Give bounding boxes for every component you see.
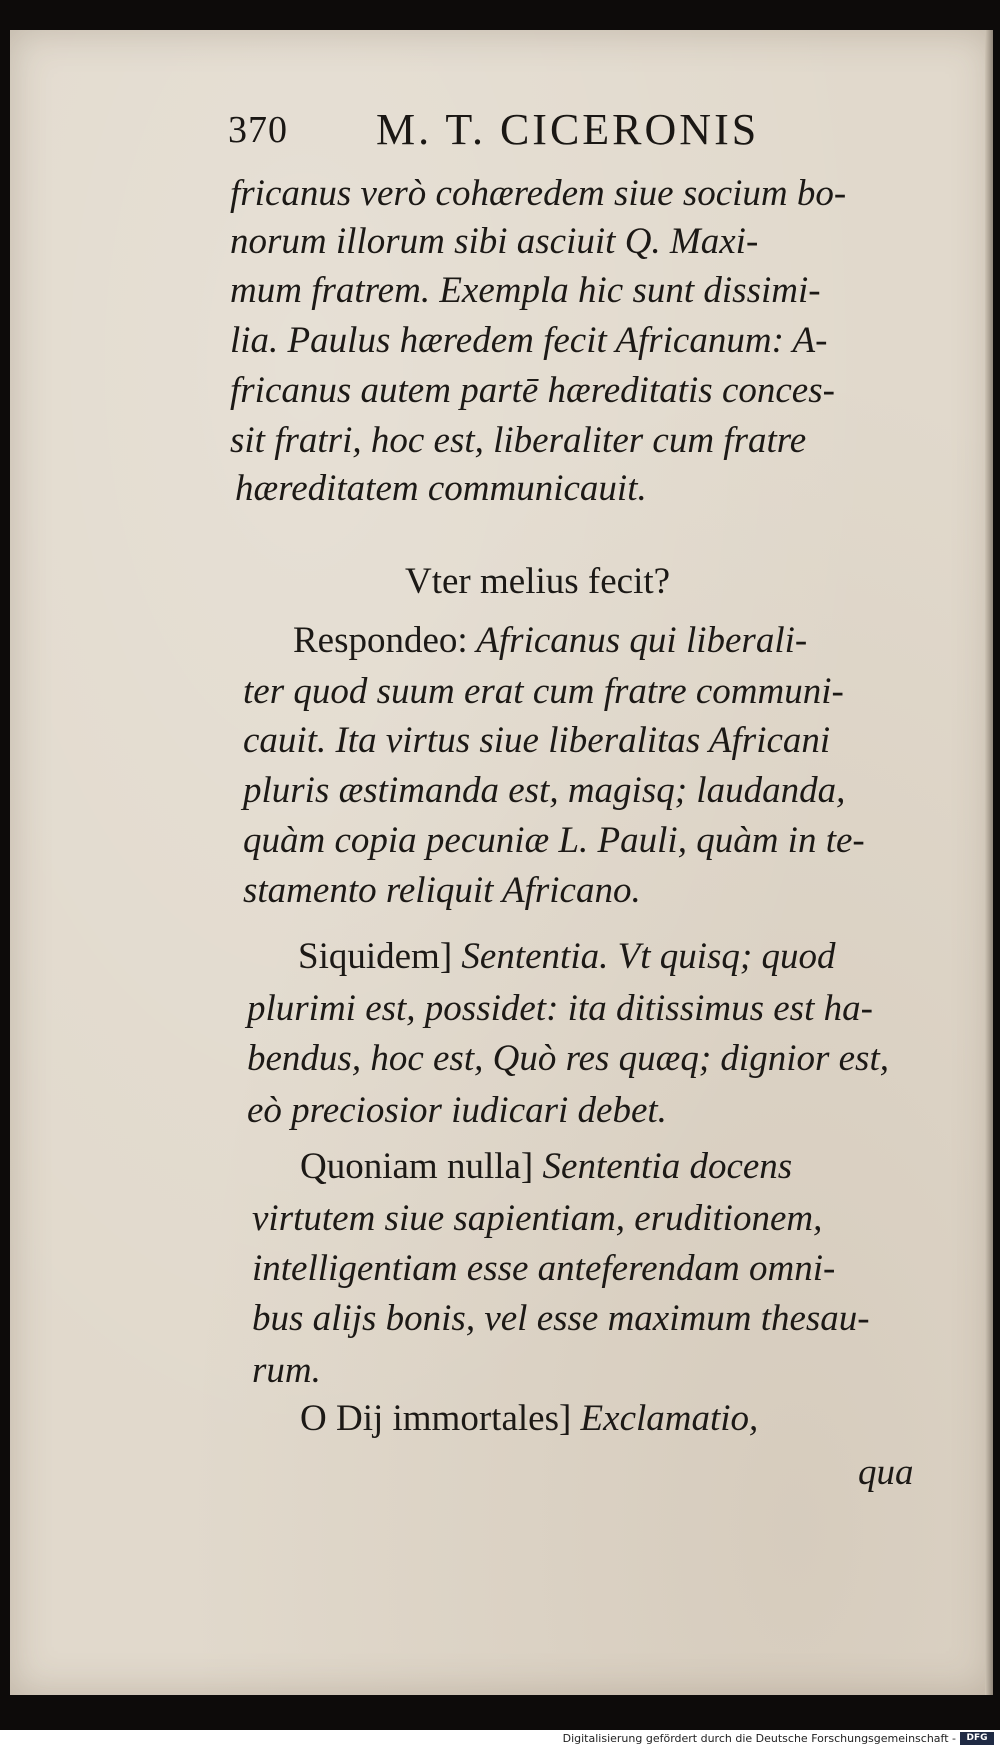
text-line: quàm copia pecuniæ L. Pauli, quàm in te-	[243, 820, 865, 861]
text-line	[298, 938, 836, 975]
text-line: stamento reliquit Africano.	[243, 870, 641, 911]
text-line: lia. Paulus hæredem fecit Africanum: A-	[230, 320, 828, 361]
text-line: fricanus verò cohæredem siue socium bo-	[230, 173, 847, 214]
dfg-logo: DFG	[960, 1732, 994, 1745]
text-line: virtutem siue sapientiam, eruditionem,	[252, 1198, 823, 1239]
running-title: M. T. CICERONIS	[376, 105, 760, 154]
funding-credit: Digitalisierung gefördert durch die Deutsche Forschungsgemeinschaft -	[562, 1732, 956, 1745]
page-header	[228, 100, 828, 160]
commentary: Sententia docens	[533, 1146, 793, 1187]
commentary: Sententia. Vt quisq; quod	[452, 936, 836, 977]
text-line: bus alijs bonis, vel esse maximum thesau-	[252, 1298, 870, 1339]
text-line	[293, 622, 807, 659]
text-line: fricanus autem partē hæreditatis conces-	[230, 370, 835, 411]
text-line: cauit. Ita virtus siue liberalitas Africani	[243, 720, 831, 761]
lemma: O Dij immortales]	[300, 1398, 572, 1439]
page-edge	[985, 30, 993, 1695]
catchword: qua	[858, 1452, 914, 1493]
section-heading: Vter melius fecit?	[405, 561, 671, 602]
text-line: mum fratrem. Exempla hic sunt dissimi-	[230, 270, 821, 311]
footer-bar	[0, 1730, 1000, 1748]
commentary: Exclamatio,	[571, 1398, 759, 1439]
text-line: intelligentiam esse anteferendam omni-	[252, 1248, 836, 1289]
lemma: Respondeo:	[293, 620, 468, 661]
page-number: 370	[228, 109, 288, 151]
text-line: plurimi est, possidet: ita ditissimus est ha-	[247, 988, 873, 1029]
text-line: rum.	[252, 1350, 321, 1391]
lemma: Quoniam nulla]	[300, 1146, 534, 1187]
text-line: ter quod suum erat cum fratre communi-	[243, 671, 844, 712]
text-line: pluris æstimanda est, magisq; laudanda,	[243, 770, 846, 811]
text-line: hæreditatem communicauit.	[235, 468, 647, 509]
lemma: Siquidem]	[298, 936, 453, 977]
text-line: eò preciosior iudicari debet.	[247, 1090, 667, 1131]
text-line	[300, 1400, 758, 1437]
text-line: norum illorum sibi asciuit Q. Maxi-	[230, 221, 759, 262]
text-line: bendus, hoc est, Quò res quæq; dignior est,	[247, 1038, 889, 1079]
text-line: sit fratri, hoc est, liberaliter cum fratre	[230, 420, 807, 461]
commentary: Africanus qui liberali-	[467, 620, 808, 661]
text-line	[300, 1148, 792, 1185]
